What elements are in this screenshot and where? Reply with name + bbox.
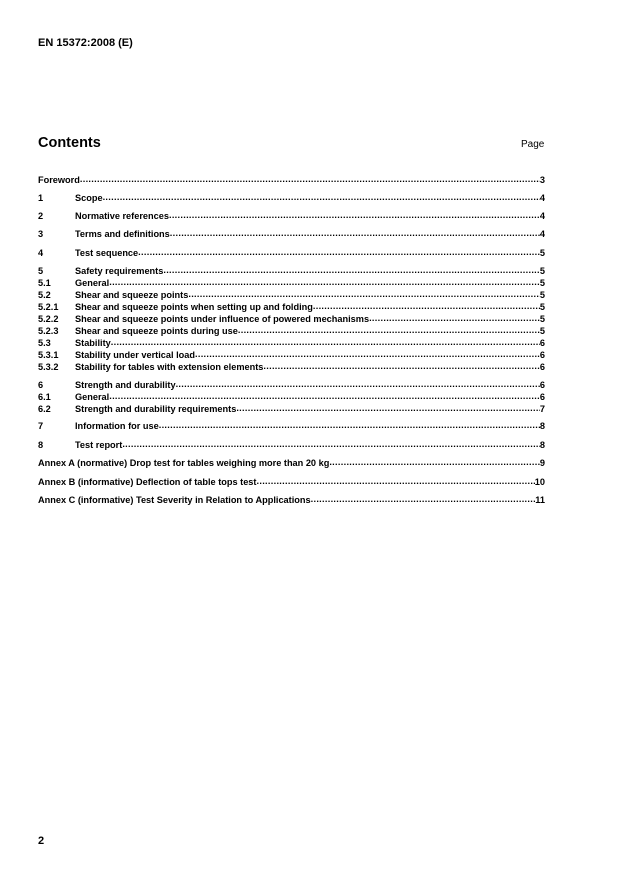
toc-entry-title: Shear and squeeze points when setting up and folding	[75, 302, 313, 312]
toc-leader-dots	[163, 265, 540, 276]
toc-entry[interactable]	[38, 392, 545, 403]
toc-entry[interactable]	[38, 380, 545, 391]
document-header-id: EN 15372:2008 (E)	[38, 37, 133, 49]
toc-leader-dots	[311, 494, 536, 505]
toc-entry-page: 9	[539, 458, 545, 468]
toc-entry-foreword[interactable]	[38, 175, 545, 186]
toc-entry-number: 5.3.1	[38, 350, 59, 360]
toc-entry-title: Annex A (normative) Drop test for tables weighing more than 20 kg	[38, 458, 330, 468]
toc-entry-title: Test report	[75, 440, 123, 450]
toc-entry-page: 5	[539, 326, 545, 336]
toc-entry-page: 5	[539, 248, 545, 258]
toc-entry-title: Safety requirements	[75, 266, 164, 276]
toc-leader-dots	[109, 277, 540, 288]
toc-entry-annex-a[interactable]	[38, 458, 545, 469]
toc-entry-number: 7	[38, 421, 44, 431]
toc-leader-dots	[103, 192, 540, 203]
toc-entry-number: 2	[38, 211, 44, 221]
toc-entry-number: 3	[38, 229, 44, 239]
toc-entry-page: 5	[539, 314, 545, 324]
toc-entry-title: General	[75, 278, 110, 288]
toc-leader-dots	[188, 289, 540, 300]
toc-leader-dots	[159, 420, 540, 431]
toc-entry-title: Annex B (informative) Deflection of table tops test	[38, 477, 257, 487]
toc-entry-page: 5	[539, 290, 545, 300]
toc-entry[interactable]	[38, 338, 545, 349]
toc-entry-number: 6.1	[38, 392, 51, 402]
toc-entry-title: Stability	[75, 338, 111, 348]
toc-entry[interactable]	[38, 248, 545, 259]
toc-entry-number: 4	[38, 248, 44, 258]
toc-entry-page: 5	[539, 278, 545, 288]
toc-entry-number: 5.2.1	[38, 302, 59, 312]
toc-leader-dots	[176, 379, 540, 390]
toc-entry-number: 5.2.2	[38, 314, 59, 324]
toc-entry[interactable]	[38, 362, 545, 373]
toc-entry-title: Stability for tables with extension elements	[75, 362, 264, 372]
toc-leader-dots	[256, 476, 534, 487]
toc-entry-title: Normative references	[75, 211, 169, 221]
toc-entry[interactable]	[38, 326, 545, 337]
toc-entry-page: 4	[539, 229, 545, 239]
toc-entry[interactable]	[38, 421, 545, 432]
toc-entry-page: 11	[535, 495, 545, 505]
toc-entry-number: 6.2	[38, 404, 51, 414]
toc-entry-title: Strength and durability requirements	[75, 404, 237, 414]
toc-entry-number: 8	[38, 440, 44, 450]
toc-entry[interactable]	[38, 314, 545, 325]
page-number: 2	[38, 835, 45, 847]
toc-leader-dots	[109, 391, 540, 402]
toc-entry[interactable]	[38, 278, 545, 289]
toc-entry-page: 4	[539, 193, 545, 203]
toc-entry-page: 10	[534, 477, 545, 487]
toc-leader-dots	[238, 325, 540, 336]
toc-entry[interactable]	[38, 302, 545, 313]
table-of-contents	[38, 0, 545, 877]
toc-leader-dots	[313, 301, 540, 312]
toc-entry[interactable]	[38, 350, 545, 361]
toc-entry-annex-b[interactable]	[38, 477, 545, 488]
toc-leader-dots	[138, 247, 540, 258]
toc-entry[interactable]	[38, 404, 545, 415]
toc-entry[interactable]	[38, 440, 545, 451]
toc-entry-number: 5.2	[38, 290, 51, 300]
toc-entry-title: Test sequence	[75, 248, 139, 258]
toc-entry-number: 6	[38, 380, 44, 390]
toc-entry-number: 5.3.2	[38, 362, 59, 372]
toc-entry-page: 7	[539, 404, 545, 414]
toc-entry-title: Information for use	[75, 421, 159, 431]
toc-leader-dots	[111, 337, 540, 348]
toc-entry[interactable]	[38, 193, 545, 204]
toc-entry-title: Terms and definitions	[75, 229, 170, 239]
toc-entry-page: 6	[539, 392, 545, 402]
toc-leader-dots	[263, 361, 539, 372]
toc-entry-title: Shear and squeeze points during use	[75, 326, 238, 336]
toc-entry-number: 5.2.3	[38, 326, 59, 336]
toc-entry-page: 8	[539, 421, 545, 431]
toc-entry-title: Scope	[75, 193, 103, 203]
toc-entry-number: 5	[38, 266, 44, 276]
toc-entry-title: Foreword	[38, 175, 80, 185]
contents-title: Contents	[38, 135, 101, 151]
toc-entry-annex-c[interactable]	[38, 495, 545, 506]
toc-entry-page: 3	[539, 175, 545, 185]
toc-leader-dots	[329, 457, 540, 468]
toc-entry[interactable]	[38, 290, 545, 301]
toc-leader-dots	[80, 174, 540, 185]
toc-entry-title: Annex C (informative) Test Severity in Relation to Applications	[38, 495, 311, 505]
toc-entry-title: Strength and durability	[75, 380, 176, 390]
toc-entry-page: 6	[539, 380, 545, 390]
toc-leader-dots	[169, 210, 540, 221]
toc-entry-number: 5.1	[38, 278, 51, 288]
toc-entry-page: 5	[539, 266, 545, 276]
toc-entry-page: 6	[539, 338, 545, 348]
toc-entry-page: 5	[539, 302, 545, 312]
toc-entry-title: Shear and squeeze points under influence of powered mechanisms	[75, 314, 370, 324]
toc-leader-dots	[170, 228, 540, 239]
toc-leader-dots	[122, 439, 540, 450]
toc-entry-title: Stability under vertical load	[75, 350, 195, 360]
toc-entry-page: 8	[539, 440, 545, 450]
page-column-label: Page	[521, 139, 545, 150]
toc-entry-number: 5.3	[38, 338, 51, 348]
toc-entry[interactable]	[38, 229, 545, 240]
toc-entry-page: 4	[539, 211, 545, 221]
toc-entry-number: 1	[38, 193, 44, 203]
toc-entry[interactable]	[38, 211, 545, 222]
toc-entry-page: 6	[539, 362, 545, 372]
toc-leader-dots	[195, 349, 540, 360]
toc-entry-title: General	[75, 392, 110, 402]
toc-entry-page: 6	[539, 350, 545, 360]
toc-entry[interactable]	[38, 266, 545, 277]
toc-entry-title: Shear and squeeze points	[75, 290, 189, 300]
toc-leader-dots	[369, 313, 540, 324]
toc-leader-dots	[236, 403, 540, 414]
